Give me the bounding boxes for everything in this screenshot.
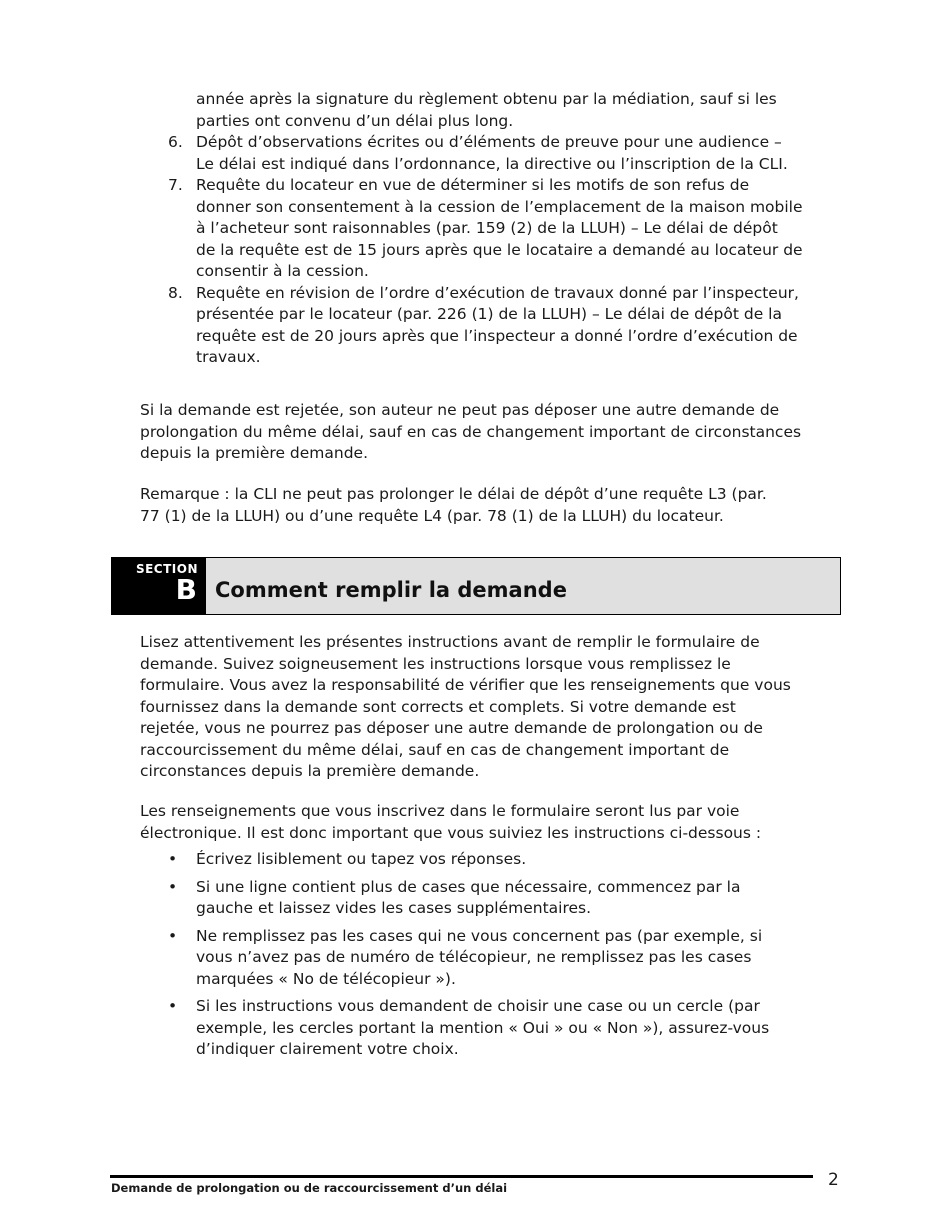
- paragraph-line: Remarque : la CLI ne peut pas prolonger le délai de dépôt d’une requête L3 (par.: [140, 485, 767, 503]
- paragraph-line: demande. Suivez soigneusement les instructions lorsque vous remplissez le: [140, 654, 731, 673]
- bullet-line: Si une ligne contient plus de cases que nécessaire, commencez par la: [196, 877, 741, 896]
- bullet-line: vous n’avez pas de numéro de télécopieur, ne remplissez pas les cases: [196, 948, 752, 966]
- bullet-line: exemple, les cercles portant la mention « Oui » ou « Non »), assurez-vous: [196, 1018, 770, 1037]
- list-line: donner son consentement à la cession de l’emplacement de la maison mobile: [196, 197, 803, 216]
- bullet-item: [140, 849, 840, 871]
- section-tag: [112, 558, 206, 614]
- paragraph-line: électronique. Il est donc important que vous suiviez les instructions ci-dessous :: [140, 823, 762, 842]
- bullet-item: [140, 926, 840, 991]
- paragraph-line: Lisez attentivement les présentes instructions avant de remplir le formulaire de: [140, 633, 760, 651]
- list-number: 6.: [168, 133, 183, 151]
- bullet-item: [140, 877, 840, 920]
- bullet-line: marquées « No de télécopieur »).: [196, 969, 456, 988]
- paragraph-line: depuis la première demande.: [140, 444, 369, 462]
- list-item-7: [140, 175, 840, 283]
- list-line: consentir à la cession.: [196, 262, 369, 280]
- list-line: requête est de 20 jours après que l’inspecteur a donné l’ordre d’exécution de: [196, 326, 798, 345]
- instructions-paragraph: [140, 632, 840, 783]
- section-title: Comment remplir la demande: [215, 578, 567, 602]
- paragraph-line: rejetée, vous ne pourrez pas déposer une autre demande de prolongation ou de: [140, 719, 763, 737]
- list-line: parties ont convenu d’un délai plus long.: [196, 111, 514, 130]
- bullet-line: d’indiquer clairement votre choix.: [196, 1040, 459, 1058]
- bullet-list: [140, 849, 840, 1067]
- bullet-icon: •: [168, 877, 178, 896]
- bullet-line: gauche et laissez vides les cases supplémentaires.: [196, 899, 592, 917]
- bullet-item: [140, 996, 840, 1061]
- list-line: Le délai est indiqué dans l’ordonnance, la directive ou l’inscription de la CLI.: [196, 154, 788, 173]
- paragraph-line: 77 (1) de la LLUH) ou d’une requête L4 (par. 78 (1) de la LLUH) du locateur.: [140, 506, 724, 525]
- paragraph-line: prolongation du même délai, sauf en cas de changement important de circonstances: [140, 422, 802, 441]
- list-line: année après la signature du règlement obtenu par la médiation, sauf si les: [196, 90, 777, 108]
- bullet-icon: •: [168, 997, 178, 1015]
- numbered-list: [140, 89, 840, 369]
- list-line: de la requête est de 15 jours après que le locataire a demandé au locateur de: [196, 240, 803, 259]
- section-letter: B: [175, 573, 197, 606]
- paragraph-line: circonstances depuis la première demande.: [140, 762, 480, 780]
- electronic-paragraph: [140, 801, 840, 844]
- list-item-6: [140, 132, 840, 175]
- paragraph-line: formulaire. Vous avez la responsabilité de vérifier que les renseignements que vous: [140, 676, 791, 694]
- paragraph-line: raccourcissement du même délai, sauf en cas de changement important de: [140, 740, 730, 759]
- list-line: Requête en révision de l’ordre d’exécution de travaux donné par l’inspecteur,: [196, 283, 799, 302]
- list-line: Dépôt d’observations écrites ou d’éléments de preuve pour une audience –: [196, 133, 782, 151]
- paragraph-line: Si la demande est rejetée, son auteur ne peut pas déposer une autre demande de: [140, 401, 780, 419]
- footer-title: Demande de prolongation ou de raccourcissement d’un délai: [111, 1181, 508, 1195]
- paragraph-line: Les renseignements que vous inscrivez dans le formulaire seront lus par voie: [140, 802, 740, 820]
- list-line: à l’acheteur sont raisonnables (par. 159 (2) de la LLUH) – Le délai de dépôt: [196, 219, 778, 237]
- bullet-icon: •: [168, 850, 178, 868]
- list-item-8: [140, 283, 840, 369]
- footer-divider: [110, 1175, 813, 1178]
- section-header: [111, 557, 841, 615]
- section-label: SECTION: [135, 562, 198, 576]
- list-line: Requête du locateur en vue de déterminer si les motifs de son refus de: [196, 176, 750, 194]
- bullet-line: Si les instructions vous demandent de choisir une case ou un cercle (par: [196, 997, 760, 1015]
- list-number: 8.: [168, 283, 183, 302]
- rejected-paragraph: [140, 400, 840, 465]
- list-line: travaux.: [196, 348, 261, 366]
- bullet-line: Ne remplissez pas les cases qui ne vous concernent pas (par exemple, si: [196, 926, 763, 945]
- bullet-icon: •: [168, 926, 178, 945]
- bullet-line: Écrivez lisiblement ou tapez vos réponses.: [196, 850, 527, 868]
- list-number: 7.: [168, 176, 183, 194]
- section-title-bar: [206, 558, 840, 614]
- remark-paragraph: [140, 484, 840, 527]
- page-number: 2: [828, 1170, 839, 1190]
- paragraph-line: fournissez dans la demande sont corrects et complets. Si votre demande est: [140, 697, 736, 716]
- list-item-5-continuation: [140, 89, 840, 132]
- list-line: présentée par le locateur (par. 226 (1) de la LLUH) – Le délai de dépôt de la: [196, 305, 782, 323]
